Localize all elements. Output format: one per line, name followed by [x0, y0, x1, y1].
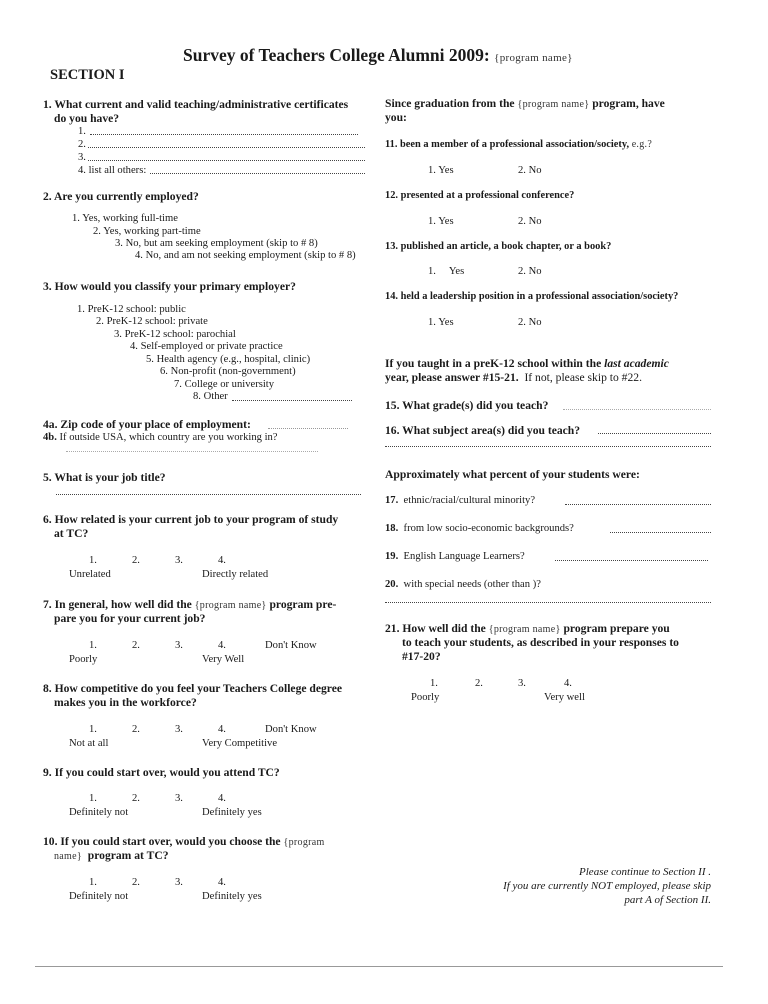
q11-question: 11. been a member of a professional association/society,: [385, 139, 630, 150]
percent-heading: Approximately what percent of your students were:: [385, 468, 640, 481]
q7-high-label: Very Well: [202, 654, 245, 665]
q11-no[interactable]: 2. No: [518, 165, 542, 176]
program-placeholder: name}: [54, 851, 82, 862]
q10-low-label: Definitely not: [69, 891, 129, 902]
q14-yes[interactable]: 1. Yes: [428, 317, 454, 328]
q19-question: English Language Learners?: [403, 551, 525, 562]
q14-no[interactable]: 2. No: [518, 317, 542, 328]
q2-option[interactable]: 4. No, and am not seeking employment (skip to # 8): [135, 250, 356, 261]
q1-line-label: 2.: [78, 139, 86, 150]
q2-option[interactable]: 2. Yes, working part-time: [93, 226, 201, 237]
q7-text-b: program pre-: [269, 598, 337, 611]
q13-text: 13. published an article, a book chapter, or a book?: [385, 241, 612, 252]
q21-text-cont-2: #17-20?: [402, 650, 441, 663]
q9-scale-2[interactable]: 2.: [132, 793, 140, 804]
taught-instruction: [385, 358, 669, 370]
q6-text: 6. How related is your current job to your program of study: [43, 513, 339, 526]
q7-text-cont: pare you for your current job?: [54, 612, 206, 625]
q6-high-label: Directly related: [202, 569, 269, 580]
q19-text: [385, 552, 525, 563]
q8-dont-know[interactable]: Don't Know: [265, 724, 317, 735]
q15-text: 15. What grade(s) did you teach?: [385, 399, 549, 412]
q20-number: 20.: [385, 579, 399, 590]
q8-scale-3[interactable]: 3.: [175, 724, 183, 735]
q9-text: 9. If you could start over, would you attend TC?: [43, 766, 280, 779]
q16-text: 16. What subject area(s) did you teach?: [385, 424, 581, 437]
q8-scale-4[interactable]: 4.: [218, 724, 226, 735]
taught-instruction-cont: [385, 372, 642, 384]
q18-text: [385, 524, 574, 535]
q6-scale-4[interactable]: 4.: [218, 555, 226, 566]
q7-text-a: 7. In general, how well did the: [43, 598, 192, 611]
q16-answer-line-2[interactable]: [385, 446, 711, 447]
q9-scale-4[interactable]: 4.: [218, 793, 226, 804]
q3-option[interactable]: 5. Health agency (e.g., hospital, clinic): [146, 354, 311, 365]
program-placeholder: {program: [283, 837, 325, 848]
program-placeholder: {program name}: [517, 99, 590, 110]
q7-scale-3[interactable]: 3.: [175, 640, 183, 651]
q1-line-label: 3.: [78, 152, 86, 163]
q8-text: 8. How competitive do you feel your Teachers College degree: [43, 682, 343, 695]
title-text: Survey of Teachers College Alumni 2009:: [183, 45, 490, 65]
continue-note: Please continue to Section II .: [579, 866, 711, 878]
q8-scale-2[interactable]: 2.: [132, 724, 140, 735]
q12-no[interactable]: 2. No: [518, 216, 542, 227]
q17-number: 17.: [385, 495, 399, 506]
q10-scale-1[interactable]: 1.: [89, 877, 97, 888]
taught-text-b: year, please answer #15-21.: [385, 371, 519, 384]
q21-low-label: Poorly: [411, 692, 440, 703]
q1-answer-line-3[interactable]: [88, 160, 365, 161]
q7-scale-2[interactable]: 2.: [132, 640, 140, 651]
q9-low-label: Definitely not: [69, 807, 129, 818]
q10-high-label: Definitely yes: [202, 891, 262, 902]
intro-text-b: program, have: [592, 97, 665, 110]
q20-question: with special needs (other than )?: [403, 579, 541, 590]
q1-line-label: 4. list all others:: [78, 165, 147, 176]
q21-high-label: Very well: [544, 692, 585, 703]
skip-note-cont: part A of Section II.: [624, 894, 711, 906]
q10-text-b: program at TC?: [87, 849, 169, 862]
q8-high-label: Very Competitive: [202, 738, 278, 749]
q11-eg: e.g.?: [631, 139, 653, 150]
q3-other-line[interactable]: [232, 400, 352, 401]
q12-text: 12. presented at a professional conference?: [385, 190, 575, 201]
q3-option[interactable]: 1. PreK-12 school: public: [77, 304, 186, 315]
q7-scale-4[interactable]: 4.: [218, 640, 226, 651]
q2-option[interactable]: 3. No, but am seeking employment (skip to # 8): [115, 238, 318, 249]
q3-option[interactable]: 2. PreK-12 school: private: [96, 316, 208, 327]
q7-text: [43, 599, 336, 611]
page-bottom-rule: [35, 966, 723, 967]
q9-scale-3[interactable]: 3.: [175, 793, 183, 804]
q13-no[interactable]: 2. No: [518, 266, 542, 277]
q2-text: 2. Are you currently employed?: [43, 190, 199, 203]
q8-low-label: Not at all: [69, 738, 109, 749]
q7-dont-know[interactable]: Don't Know: [265, 640, 317, 651]
q13-yes[interactable]: [428, 267, 464, 278]
q10-scale-4[interactable]: 4.: [218, 877, 226, 888]
q11-text: [385, 140, 652, 150]
q4b-text: [43, 433, 278, 444]
q13-yes-number: 1.: [428, 266, 436, 277]
q6-scale-2[interactable]: 2.: [132, 555, 140, 566]
q10-scale-2[interactable]: 2.: [132, 877, 140, 888]
program-placeholder: {program name}: [494, 52, 573, 64]
q21-scale-3[interactable]: 3.: [518, 678, 526, 689]
q8-text-cont: makes you in the workforce?: [54, 696, 197, 709]
q9-scale-1[interactable]: 1.: [89, 793, 97, 804]
q1-line-label: 1.: [78, 126, 86, 137]
since-graduation-intro-cont: you:: [385, 111, 407, 124]
intro-text-a: Since graduation from the: [385, 97, 515, 110]
q4b-question: If outside USA, which country are you working in?: [59, 432, 278, 443]
q3-text: 3. How would you classify your primary employer?: [43, 280, 296, 293]
q7-low-label: Poorly: [69, 654, 98, 665]
q17-text: [385, 496, 535, 507]
survey-title: [183, 47, 573, 65]
q9-high-label: Definitely yes: [202, 807, 262, 818]
q1-answer-line-2[interactable]: [88, 147, 365, 148]
q4b-answer-line[interactable]: [66, 451, 318, 452]
taught-text-italic: last academic: [604, 357, 669, 370]
q18-number: 18.: [385, 523, 399, 534]
q17-question: ethnic/racial/cultural minority?: [403, 495, 536, 506]
q18-question: from low socio-economic backgrounds?: [403, 523, 574, 534]
q15-answer-line[interactable]: [563, 409, 711, 410]
q3-option[interactable]: 4. Self-employed or private practice: [130, 341, 283, 352]
q13-yes-label: Yes: [448, 266, 465, 277]
q19-number: 19.: [385, 551, 399, 562]
q6-text-cont: at TC?: [54, 527, 89, 540]
q10-text: [43, 836, 325, 848]
q4a-answer-line[interactable]: [268, 428, 348, 429]
taught-text-skip: If not, please skip to #22.: [524, 371, 642, 384]
q10-text-cont: [54, 850, 169, 862]
q7-scale-1[interactable]: 1.: [89, 640, 97, 651]
q4a-text: 4a. Zip code of your place of employment:: [43, 418, 251, 431]
q21-scale-2[interactable]: 2.: [475, 678, 483, 689]
program-placeholder: {program name}: [194, 600, 267, 611]
section-heading: SECTION I: [50, 67, 125, 83]
q3-option[interactable]: 8. Other: [193, 391, 228, 402]
taught-text-a: If you taught in a preK-12 school within the: [385, 357, 602, 370]
skip-note: If you are currently NOT employed, please skip: [503, 880, 711, 892]
q3-option[interactable]: 6. Non-profit (non-government): [160, 366, 296, 377]
q21-text-cont: to teach your students, as described in your responses to: [402, 636, 679, 649]
since-graduation-intro: [385, 98, 665, 110]
q21-text-b: program prepare you: [563, 622, 670, 635]
q21-scale-4[interactable]: 4.: [564, 678, 572, 689]
q6-scale-3[interactable]: 3.: [175, 555, 183, 566]
q6-low-label: Unrelated: [69, 569, 111, 580]
q19-answer-line[interactable]: [555, 560, 708, 561]
q18-answer-line[interactable]: [610, 532, 711, 533]
q1-answer-line-1[interactable]: [90, 134, 358, 135]
q21-text: [385, 623, 670, 635]
q21-text-a: 21. How well did the: [385, 622, 486, 635]
q14-text: 14. held a leadership position in a professional association/society?: [385, 291, 679, 302]
q20-text: [385, 580, 541, 591]
q6-scale-1[interactable]: 1.: [89, 555, 97, 566]
q10-scale-3[interactable]: 3.: [175, 877, 183, 888]
q16-answer-line[interactable]: [598, 433, 711, 434]
q10-text-a: 10. If you could start over, would you choose the: [43, 835, 281, 848]
q1-text: 1. What current and valid teaching/administrative certificates: [43, 98, 349, 111]
q12-yes[interactable]: 1. Yes: [428, 216, 454, 227]
q17-answer-line[interactable]: [565, 504, 711, 505]
q11-yes[interactable]: 1. Yes: [428, 165, 454, 176]
q3-option[interactable]: 3. PreK-12 school: parochial: [114, 329, 236, 340]
q8-scale-1[interactable]: 1.: [89, 724, 97, 735]
q21-scale-1[interactable]: 1.: [430, 678, 438, 689]
program-placeholder: {program name}: [488, 624, 561, 635]
q1-text-cont: do you have?: [54, 112, 120, 125]
q3-option[interactable]: 7. College or university: [174, 379, 275, 390]
q2-option[interactable]: 1. Yes, working full-time: [72, 213, 178, 224]
q1-answer-line-4[interactable]: [150, 173, 365, 174]
q5-text: 5. What is your job title?: [43, 471, 166, 484]
q4b-number: 4b.: [43, 432, 57, 443]
q20-answer-line[interactable]: [385, 602, 711, 603]
q5-answer-line[interactable]: [56, 494, 361, 495]
